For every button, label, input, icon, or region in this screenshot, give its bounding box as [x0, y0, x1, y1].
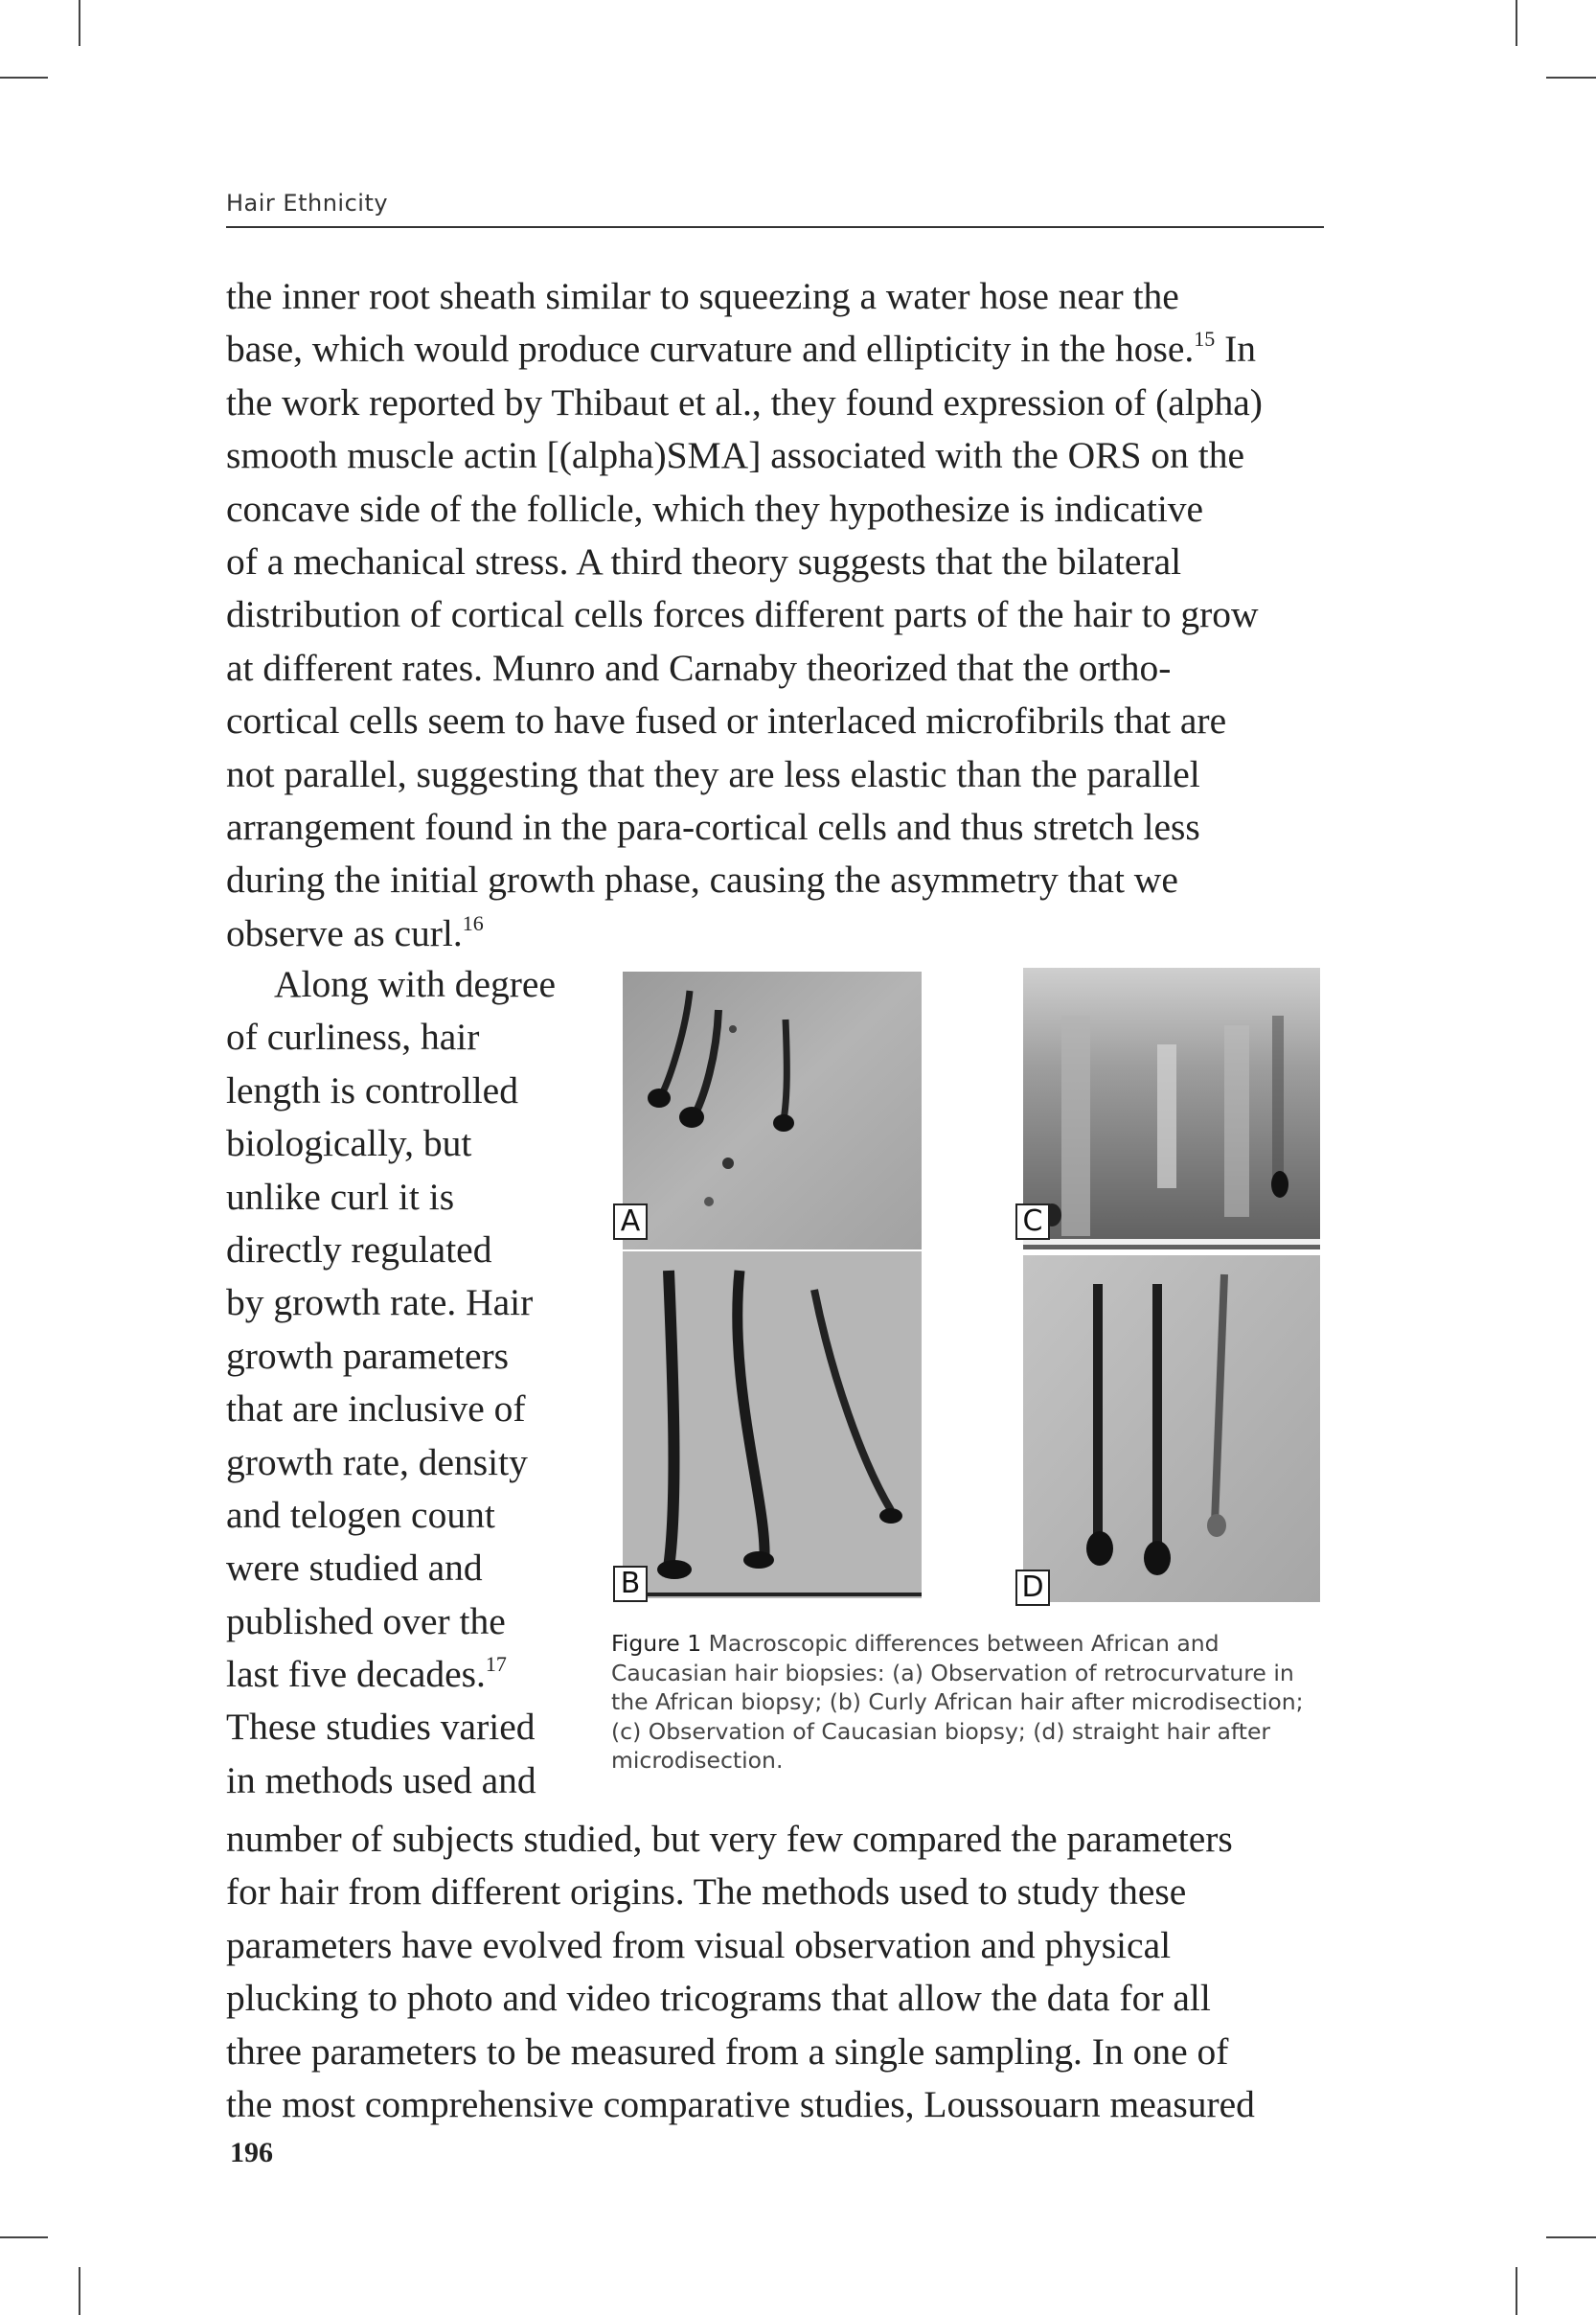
caption-line: Caucasian hair biopsies: (a) Observation of retrocurvature in [611, 1659, 1294, 1686]
crop-mark [0, 77, 48, 79]
text-line: at different rates. Munro and Carnaby theorized that the ortho- [226, 646, 1172, 689]
panel-b-image [623, 1251, 922, 1598]
text-line: parameters have evolved from visual observation and physical [226, 1923, 1172, 1966]
text-line [226, 323, 1337, 376]
panel-a-photo [623, 972, 922, 1249]
caption-text: Macroscopic differences between African and [701, 1630, 1220, 1657]
text-line: not parallel, suggesting that they are less elastic than the parallel [226, 752, 1200, 795]
text-line: number of subjects studied, but very few compared the parameters [226, 1818, 1233, 1860]
header-rule [226, 226, 1324, 228]
text-line: of a mechanical stress. A third theory suggests that the bilateral [226, 539, 1182, 583]
figure-label: Figure 1 [611, 1630, 702, 1657]
figure-1 [613, 968, 1322, 1610]
text-line: plucking to photo and video tricograms that allow the data for all [226, 1977, 1211, 2020]
text-line: unlike curl it is [226, 1175, 455, 1218]
text-line: by growth rate. Hair [226, 1281, 534, 1324]
crop-mark [79, 2267, 80, 2315]
panel-b-photo [623, 1251, 922, 1598]
body-paragraph-bottom [226, 1813, 1337, 2131]
panel-d-photo [1023, 1255, 1320, 1602]
footnote-ref: 16 [462, 910, 484, 935]
panel-label-c: C [1015, 1203, 1050, 1240]
text-line: during the initial growth phase, causing the asymmetry that we [226, 859, 1178, 902]
running-head: Hair Ethnicity [226, 190, 389, 217]
text-span: In [1215, 328, 1257, 371]
footnote-ref: 17 [485, 1652, 507, 1677]
text-line [226, 907, 1337, 960]
text-line: arrangement found in the para-cortical cells and thus stretch less [226, 805, 1200, 848]
text-line: published over the [226, 1599, 506, 1642]
crop-mark [1516, 0, 1517, 46]
text-span: observe as curl. [226, 911, 463, 954]
panel-c-image [1023, 968, 1320, 1249]
text-line: distribution of cortical cells forces different parts of the hair to grow [226, 593, 1259, 636]
text-line: in methods used and [226, 1758, 536, 1801]
text-line: that are inclusive of [226, 1387, 526, 1431]
text-line: the work reported by Thibaut et al., they found expression of (alpha) [226, 380, 1263, 424]
text-span: base, which would produce curvature and ellipticity in the hose. [226, 328, 1195, 371]
panel-c-photo [1023, 968, 1320, 1249]
text-line: These studies varied [226, 1706, 536, 1749]
crop-mark [1546, 2236, 1596, 2238]
caption-line [611, 1629, 1320, 1659]
text-line: growth parameters [226, 1334, 510, 1377]
caption-line: the African biopsy; (b) Curly African hair after microdisection; [611, 1688, 1304, 1715]
crop-mark [79, 0, 80, 46]
text-line: of curliness, hair [226, 1016, 480, 1059]
text-line: directly regulated [226, 1227, 492, 1271]
text-line: and telogen count [226, 1493, 495, 1536]
text-line: growth rate, density [226, 1440, 528, 1483]
text-span: last five decades. [226, 1653, 486, 1696]
text-line: length is controlled [226, 1068, 518, 1112]
caption-line: microdisection. [611, 1747, 784, 1774]
panel-a-image [623, 972, 922, 1249]
footnote-ref: 15 [1194, 327, 1216, 352]
caption-line: (c) Observation of Caucasian biopsy; (d) straight hair after [611, 1717, 1271, 1745]
text-line: Along with degree [274, 963, 556, 1005]
text-line: three parameters to be measured from a single sampling. In one of [226, 2029, 1229, 2073]
text-line: biologically, but [226, 1122, 472, 1165]
text-line: the inner root sheath similar to squeezing a water hose near the [226, 275, 1179, 317]
text-line: the most comprehensive comparative studies, Loussouarn measured [226, 2082, 1255, 2125]
text-line: cortical cells seem to have fused or interlaced microfibrils that are [226, 699, 1227, 743]
body-paragraph-top [226, 270, 1337, 960]
figure-caption [611, 1629, 1320, 1776]
page-number: 196 [230, 2137, 273, 2168]
text-line: concave side of the follicle, which they hypothesize is indicative [226, 487, 1204, 530]
crop-mark [1546, 77, 1596, 79]
panel-d-image [1023, 1255, 1320, 1602]
text-line: were studied and [226, 1547, 483, 1590]
panel-label-a: A [613, 1203, 648, 1240]
crop-mark [1516, 2267, 1517, 2315]
crop-mark [0, 2236, 48, 2238]
panel-label-d: D [1015, 1570, 1050, 1606]
panel-label-b: B [613, 1566, 648, 1602]
text-line: smooth muscle actin [(alpha)SMA] associated with the ORS on the [226, 434, 1245, 477]
text-line: for hair from different origins. The methods used to study these [226, 1870, 1187, 1914]
